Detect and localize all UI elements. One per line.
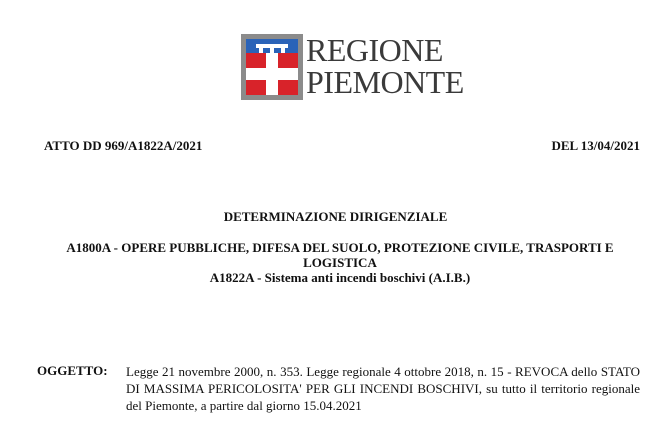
act-date: DEL 13/04/2021 [551, 138, 640, 153]
act-number: ATTO DD 969/A1822A/2021 [44, 138, 203, 153]
directorate-line-1: A1800A - OPERE PUBBLICHE, DIFESA DEL SUOLO, PROTEZIONE CIVILE, TRASPORTI E [66, 240, 614, 255]
shield-chief [246, 39, 298, 53]
document-title: DETERMINAZIONE DIRIGENZIALE [223, 209, 448, 224]
directorate-line-2: LOGISTICA [303, 255, 377, 270]
label-point [281, 47, 285, 53]
shield-field [246, 39, 298, 95]
label-point [259, 47, 263, 53]
subject-label: OGGETTO: [37, 363, 108, 378]
directorate-block [20, 240, 660, 285]
cross-horizontal [246, 68, 298, 80]
directorate-line-3: A1822A - Sistema anti incendi boschivi (A.I.B.) [209, 270, 471, 285]
piemonte-shield-icon [241, 34, 303, 100]
logo-line-2: PIEMONTE [306, 64, 464, 100]
regione-piemonte-logo [241, 32, 464, 102]
logo-wordmark [306, 32, 464, 100]
logo-line-1: REGIONE [306, 32, 443, 68]
subject-text: Legge 21 novembre 2000, n. 353. Legge regionale 4 ottobre 2018, n. 15 - REVOCA dello STATO DI MASSIMA PERICOLOSITA' PER GLI INCENDI BOSCHIVI, su tutto il territorio regionale del Piemonte, a partire dal giorno 15.04.2021 [126, 364, 640, 413]
